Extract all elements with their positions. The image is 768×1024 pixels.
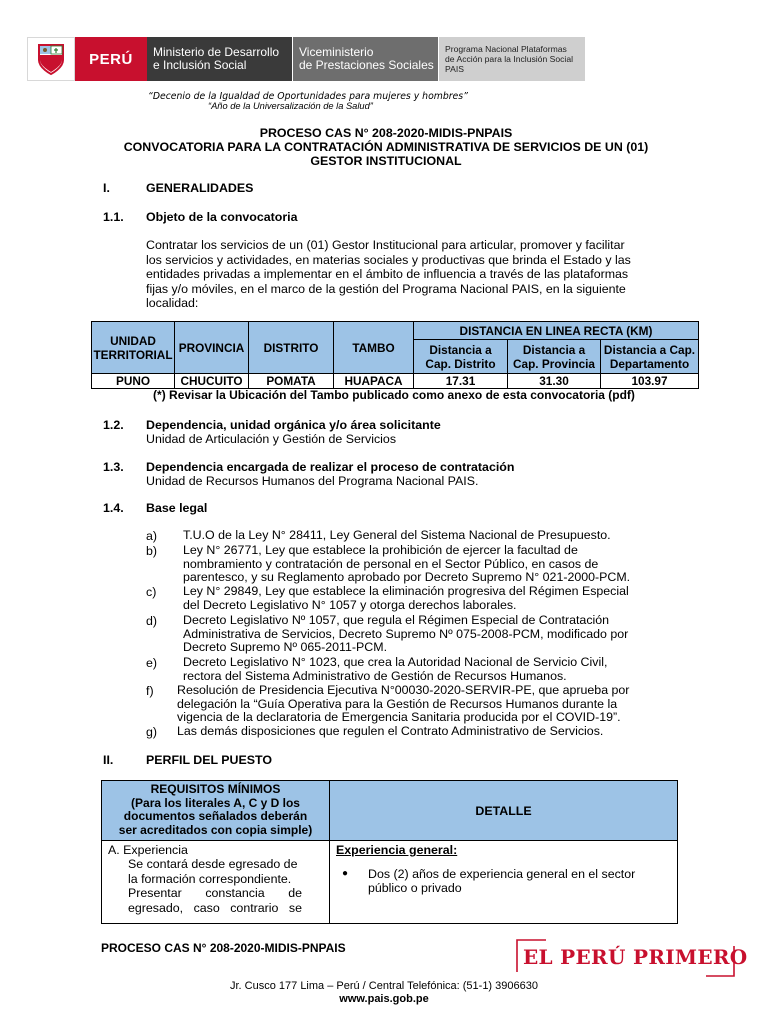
section-1-1-number: 1.1. (103, 210, 124, 224)
requirements-header-line-1: REQUISITOS MÍNIMOS (150, 782, 281, 796)
legal-item-d-letter: d) (146, 614, 158, 628)
header-distrito: DISTRITO (249, 322, 334, 374)
header-unidad-line-2: TERRITORIAL (93, 347, 173, 362)
requirements-header-line-4: ser acreditados con copia simple) (118, 822, 313, 837)
requirement-line-3: Presentar constancia de (128, 886, 302, 900)
objective-line-5: localidad: (146, 296, 199, 311)
section-1-title: GENERALIDADES (146, 181, 254, 195)
requirement-line-2: la formación correspondiente. (128, 871, 292, 886)
website-link[interactable]: www.pais.gob.pe (339, 992, 429, 1005)
detail-cell (330, 841, 677, 923)
title-line-2: CONVOCATORIA PARA LA CONTRATACIÓN ADMINISTRATIVA DE SERVICIOS DE UN (01) (123, 140, 649, 154)
legal-item-g-line-1: Las demás disposiciones que regulen el Contrato Administrativo de Servicios. (177, 724, 604, 738)
legal-item-b-line-3: parentesco, y su Reglamento aprobado por Decreto Supremo N° 021-2000-PCM. (183, 570, 631, 585)
legal-item-b-line-2: nombramiento y contratación de personal en el Sector Público, en casos de (183, 556, 599, 571)
objective-line-1: Contratar los servicios de un (01) Gestor Institucional para articular, promover y facilitar (146, 238, 625, 252)
requirement-label: A. Experiencia (108, 843, 188, 857)
detail-header-label: DETALLE (475, 803, 532, 818)
legal-item-d-line-2: Administrativa de Servicios, Decreto Supremo Nº 075-2008-PCM, modificado por (183, 626, 629, 641)
section-1-2-text: Unidad de Articulación y Gestión de Servicios (146, 432, 397, 446)
cell-provincia: CHUCUITO (175, 374, 249, 389)
section-1-4-title: Base legal (146, 501, 208, 515)
section-1-2-heading (103, 418, 441, 432)
brand-logo (516, 938, 748, 978)
detail-title: Experiencia general: (336, 843, 458, 857)
section-1-1-title: Objeto de la convocatoria (146, 210, 298, 224)
detail-line-1: Dos (2) años de experiencia general en el sector (368, 867, 636, 881)
section-1-4-number: 1.4. (103, 501, 124, 515)
legal-item-c (183, 585, 658, 612)
legal-item-d (183, 614, 658, 655)
cell-dist-departamento: 103.97 (601, 374, 699, 389)
ministry-logo (147, 37, 292, 81)
cell-unidad: PUNO (92, 374, 175, 389)
legal-item-f-letter: f) (146, 684, 154, 698)
legal-item-d-line-3: Decreto Supremo Nº 065-2011-PCM. (183, 640, 388, 655)
legal-item-c-letter: c) (146, 585, 157, 599)
section-2-number: II. (103, 753, 114, 767)
section-2-heading (103, 753, 272, 767)
requirement-line-4: egresado, caso contrario se (128, 900, 302, 915)
program-line-3: PAIS (445, 64, 464, 74)
legal-item-e-line-2: rectora del Sistema Administrativo de Gestión de Recursos Humanos. (183, 668, 567, 683)
anio-text: “Año de la Universalización de la Salud” (208, 101, 373, 111)
section-1-3-title: Dependencia encargada de realizar el proceso de contratación (146, 460, 515, 474)
header-dist-departamento (601, 340, 699, 374)
legal-item-a-letter: a) (146, 529, 158, 543)
vice-ministry-line-2: de Prestaciones Sociales (299, 58, 434, 72)
legal-item-e (183, 656, 658, 683)
section-1-3-text: Unidad de Recursos Humanos del Programa Nacional PAIS. (146, 474, 479, 488)
section-1-1-heading (103, 210, 297, 224)
section-1-3-number: 1.3. (103, 460, 124, 474)
header-distancia: DISTANCIA EN LINEA RECTA (KM) (414, 322, 699, 340)
legal-item-f-line-1: Resolución de Presidencia Ejecutiva N°00030-2020-SERVIR-PE, que aprueba por (177, 683, 630, 697)
header-dist-distrito-line-2: Cap. Distrito (425, 356, 496, 371)
legal-item-g-letter: g) (146, 725, 158, 739)
requirements-header (102, 781, 330, 841)
title-line-1: PROCESO CAS N° 208-2020-MIDIS-PNPAIS (259, 126, 513, 140)
program-line-2: de Acción para la Inclusión Social (445, 54, 574, 64)
objective-paragraph (146, 238, 686, 311)
header-tambo: TAMBO (334, 322, 414, 374)
footer-address (90, 980, 678, 1005)
detail-text (368, 867, 670, 895)
legal-item-d-line-1: Decreto Legislativo Nº 1057, que regula el Régimen Especial de Contratación (183, 613, 610, 627)
detail-line-2: público o privado (368, 881, 462, 895)
header-unidad-line-1: UNIDAD (110, 333, 156, 348)
header-dist-distrito-line-1: Distancia a (429, 342, 492, 357)
ministry-line-2: e Inclusión Social (153, 58, 247, 72)
vice-ministry-logo (293, 37, 438, 81)
decenio-text: “Decenio de la Igualdad de Oportunidades para mujeres y hombres” (148, 91, 468, 102)
header-dist-departamento-line-1: Distancia a Cap. (603, 342, 696, 357)
peru-logo: PERÚ (75, 37, 147, 81)
legal-item-f-line-2: delegación la “Guía Operativa para la Gestión de Recursos Humanos durante la (177, 696, 618, 711)
section-1-number: I. (103, 181, 110, 195)
legal-item-f-line-3: vigencia de la declaratoria de Emergencia Sanitaria producida por el COVID-19”. (177, 710, 621, 725)
header-dist-provincia-line-2: Cap. Provincia (513, 356, 595, 371)
legal-item-e-line-1: Decreto Legislativo N° 1023, que crea la Autoridad Nacional de Servicio Civil, (183, 655, 608, 669)
section-2-title: PERFIL DEL PUESTO (146, 753, 272, 767)
section-1-3-heading (103, 460, 514, 474)
address-line: Jr. Cusco 177 Lima – Perú / Central Telefónica: (51-1) 3906630 (230, 980, 538, 992)
brand-text: EL PERÚ PRIMERO (523, 945, 748, 969)
header-dist-provincia-line-1: Distancia a (522, 342, 586, 357)
requirement-cell (102, 841, 330, 923)
table-note: (*) Revisar la Ubicación del Tambo publicado como anexo de esta convocatoria (pdf) (153, 388, 635, 402)
header-unidad (92, 322, 175, 374)
legal-item-b-letter: b) (146, 544, 158, 558)
legal-item-f (177, 684, 658, 725)
cell-dist-distrito: 17.31 (414, 374, 508, 389)
legal-item-e-letter: e) (146, 656, 158, 670)
document-title (70, 126, 702, 168)
cell-tambo: HUAPACA (334, 374, 414, 389)
requirements-header-line-3: documentos señalados deberán (123, 809, 308, 823)
requirements-header-line-2: (Para los literales A, C y D los (131, 795, 300, 810)
requirement-text (128, 857, 302, 915)
header-dist-distrito (414, 340, 508, 374)
bullet-icon: ● (342, 868, 349, 879)
title-line-3: GESTOR INSTITUCIONAL (310, 154, 462, 168)
cell-dist-provincia: 31.30 (508, 374, 601, 389)
coat-of-arms-icon (27, 37, 75, 81)
legal-item-c-line-1: Ley N° 29849, Ley que establece la eliminación progresiva del Régimen Especial (183, 584, 629, 598)
objective-line-2: los servicios y actividades, en materias sociales y productivas que brinda el Estado y las (146, 252, 631, 267)
program-line-1: Programa Nacional Plataformas (445, 44, 567, 54)
legal-item-a (183, 529, 658, 543)
legal-item-b (183, 544, 658, 585)
legal-item-a-line-1: T.U.O de la Ley N° 28411, Ley General del Sistema Nacional de Presupuesto. (183, 528, 611, 542)
footer-process-code: PROCESO CAS N° 208-2020-MIDIS-PNPAIS (101, 941, 346, 955)
header-logos (27, 37, 585, 81)
legal-item-g (177, 725, 652, 739)
table-row (92, 374, 699, 389)
objective-line-4: fijas y/o móviles, en el marco de la gestión del Programa Nacional PAIS, en la siguiente (146, 281, 626, 296)
section-1-heading (103, 181, 253, 195)
requirement-line-1: Se contará desde egresado de (128, 857, 298, 871)
detail-header (330, 781, 677, 841)
section-1-2-number: 1.2. (103, 418, 124, 432)
vice-ministry-line-1: Viceministerio (299, 45, 374, 59)
cell-distrito: POMATA (249, 374, 334, 389)
program-logo (439, 37, 585, 81)
objective-line-3: entidades privadas a implementar en el ámbito de influencia a través de las plataformas (146, 267, 629, 282)
legal-item-b-line-1: Ley N° 26771, Ley que establece la prohibición de ejercer la facultad de (183, 543, 578, 557)
header-dist-provincia (508, 340, 601, 374)
header-dist-departamento-line-2: Departamento (609, 356, 690, 371)
location-table (91, 321, 699, 389)
section-1-4-heading (103, 501, 207, 515)
section-1-2-title: Dependencia, unidad orgánica y/o área solicitante (146, 418, 441, 432)
legal-item-c-line-2: del Decreto Legislativo N° 1057 y otorga derechos laborales. (183, 597, 517, 612)
ministry-line-1: Ministerio de Desarrollo (153, 45, 280, 59)
header-provincia: PROVINCIA (175, 322, 249, 374)
profile-table (101, 780, 678, 924)
